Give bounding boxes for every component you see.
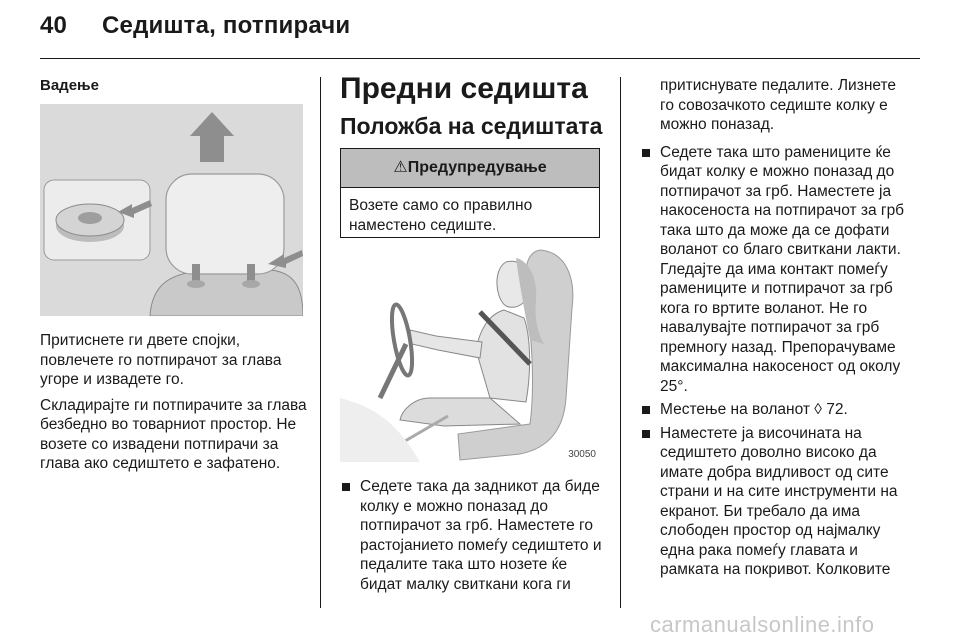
list-item: Наместете ја височината на седиштето доволно високо да имате добра видливост од сите страни и на сите инструменти на екранот. Би требало да има слободен простор од најмалку една рака помеѓу главата и рамката на покривот. Колковите bbox=[640, 424, 906, 580]
seating-position-illustration bbox=[340, 248, 602, 462]
removal-paragraph: Притиснете ги двете спојки, повлечете го потпирачот за глава угоре и извадете го. bbox=[40, 332, 282, 388]
headrest-removal-illustration bbox=[40, 104, 303, 316]
middle-bullet-list bbox=[340, 477, 606, 594]
page-title: Седишта, потпирачи bbox=[102, 12, 351, 39]
warning-text: Возете само со правилно наместено седиште. bbox=[349, 197, 533, 234]
right-column bbox=[640, 76, 906, 584]
left-text bbox=[40, 331, 308, 480]
list-item: Седете така да задникот да биде колку е можно поназад до потпирачот за грб. Наместете го растојанието помеѓу седиштето и педалите така што нозете ќе бидат малку свиткани кога ги bbox=[340, 477, 606, 594]
warning-box bbox=[340, 148, 600, 238]
page-header bbox=[40, 12, 350, 40]
middle-text bbox=[340, 477, 606, 598]
warning-title: Предупредување bbox=[407, 159, 547, 176]
list-item: Местење на воланот ◊ 72. bbox=[640, 400, 906, 420]
section-subheading: Вадење bbox=[40, 77, 99, 94]
column-divider-2 bbox=[620, 77, 621, 608]
section-subheading-seats: Положба на седиштата bbox=[340, 113, 603, 139]
middle-headings bbox=[340, 72, 604, 140]
storage-paragraph: Складирајте ги потпирачите за глава безбедно во товарниот простор. Не возете со извадени потпирачи за глава ако седиштето е зафатено. bbox=[40, 396, 307, 472]
right-bullet-list bbox=[640, 143, 906, 580]
continued-paragraph: притиснувате педалите. Лизнете го совозачкото седиште колку е можно поназад. bbox=[660, 77, 897, 133]
warning-header bbox=[341, 149, 599, 188]
list-item: Седете така што рамениците ќе бидат колку е можно поназад до потпирачот за грб. Наместете ја накосеноста на потпирачот за грб така што да може да се дофати воланот со благо свиткани лакти. Гледајте да има контакт помеѓу рамениците и потпирачот за грб кога го вртите воланот. Не го навалувајте потпирачот за грб премногу назад. Препорачуваме максимална накосеност од околу 25°. bbox=[640, 143, 906, 397]
section-heading: Предни седишта bbox=[340, 72, 588, 105]
warning-icon: ⚠ bbox=[393, 159, 408, 176]
figure-number: 30050 bbox=[568, 449, 596, 460]
header-rule bbox=[40, 58, 920, 59]
column-divider-1 bbox=[320, 77, 321, 608]
watermark: carmanualsonline.info bbox=[650, 612, 875, 637]
page-number: 40 bbox=[40, 12, 68, 39]
left-column bbox=[40, 76, 308, 96]
